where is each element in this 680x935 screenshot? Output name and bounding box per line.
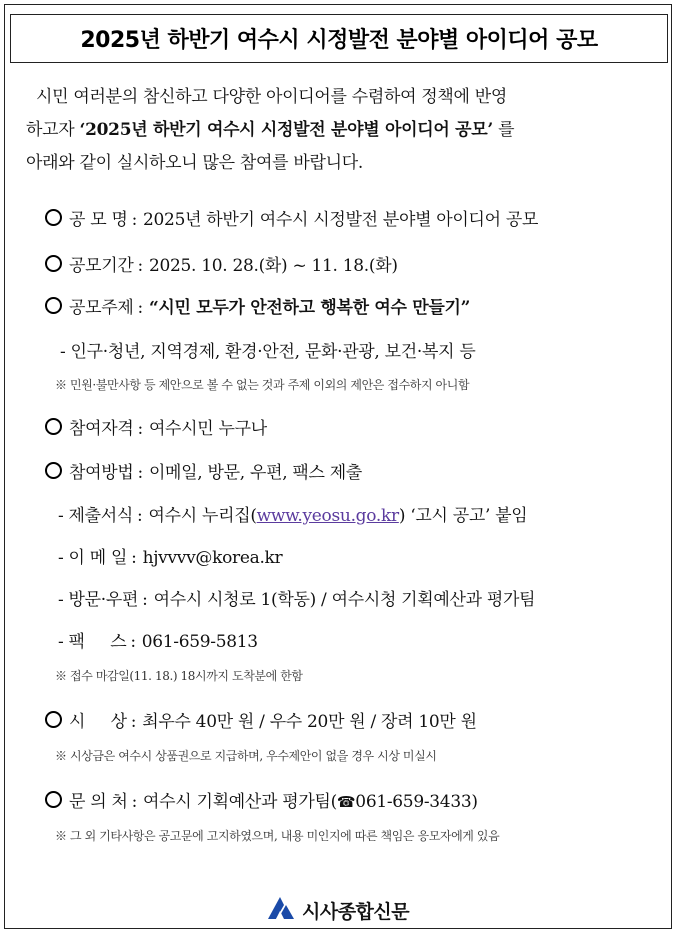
method-fax [58,627,258,652]
colon: : [131,792,138,812]
item-value [143,792,478,812]
item-label: 공모주제 [69,298,134,318]
contact-note: ※ 그 외 기타사항은 공고문에 고지하였으며, 내용 미인지에 따른 책임은 응모자에게 있음 [55,829,500,843]
visit-value: 여수시 시청로 1(학동) / 여수시청 기획예산과 평가팀 [153,590,536,610]
intro-line-2-prefix: 하고자 [26,120,80,140]
method-visit [58,585,535,610]
circle-bullet-icon [45,209,62,226]
form-value-suffix: ) ‘고시 공고’ 붙임 [398,506,528,526]
circle-bullet-icon [45,255,62,272]
colon: : [130,712,137,732]
item-value: 여수시민 누구나 [148,419,267,439]
item-contest-name [45,205,538,230]
item-label: 시 상 [69,712,127,732]
theme-note: ※ 민원·불만사항 등 제안으로 볼 수 없는 것과 주제 이외의 제안은 접수하지 아니함 [55,378,470,392]
contact-prefix: 여수시 기획예산과 평가팀( [143,792,337,812]
colon: : [131,548,137,568]
item-label: 공모기간 [69,256,134,276]
theme-slogan: “시민 모두가 안전하고 행복한 여수 만들기” [148,298,471,318]
item-value: 2025. 10. 28.(화) ~ 11. 18.(화) [148,256,398,276]
item-label: 문 의 처 [69,792,128,812]
title-box [10,14,668,63]
award-note: ※ 시상금은 여수시 상품권으로 지급하며, 우수제안이 없을 경우 시상 미실시 [55,749,437,763]
item-theme [45,293,470,318]
colon: : [137,463,143,483]
page-title: 2025년 하반기 여수시 시정발전 분야별 아이디어 공모 [80,28,598,53]
email-value[interactable]: hjvvvv@korea.kr [142,548,283,568]
item-value: 최우수 40만 원 / 우수 20만 원 / 장려 10만 원 [142,712,477,732]
intro-line-1: 시민 여러분의 참신하고 다양한 아이디어를 수렴하여 정책에 반영 [36,87,508,107]
email-label: - 이 메 일 [58,548,128,568]
item-value: 2025년 하반기 여수시 시정발전 분야별 아이디어 공모 [143,210,539,230]
intro-paragraph [26,81,666,180]
sisa-logo-icon [266,895,296,925]
colon: : [142,590,148,610]
colon: : [137,256,143,276]
colon: : [137,419,143,439]
intro-contest-name: ‘2025년 하반기 여수시 시정발전 분야별 아이디어 공모’ [79,120,493,140]
circle-bullet-icon [45,418,62,435]
item-period [45,251,398,276]
telephone-icon: ☎ [336,793,356,811]
contact-phone: 061-659-3433) [355,792,478,812]
method-note: ※ 접수 마감일(11. 18.) 18시까지 도착분에 한함 [55,669,303,683]
form-label: - 제출서식 [58,506,134,526]
item-value: 이메일, 방문, 우편, 팩스 제출 [148,463,363,483]
circle-bullet-icon [45,462,62,479]
item-award [45,707,477,732]
circle-bullet-icon [45,711,62,728]
colon: : [131,210,138,230]
theme-fields: - 인구·청년, 지역경제, 환경·안전, 문화·관광, 보건·복지 등 [60,342,476,362]
method-email [58,543,282,568]
item-eligibility [45,414,267,439]
fax-label: - 팩 스 [58,632,127,652]
yeosu-website-link[interactable]: www.yeosu.go.kr [256,506,399,526]
fax-value: 061-659-5813 [141,632,258,652]
item-value [149,298,470,318]
method-form [58,501,527,526]
intro-line-3: 아래와 같이 실시하오니 많은 참여를 바랍니다. [26,153,363,173]
item-label: 참여방법 [69,463,134,483]
item-label: 참여자격 [69,419,134,439]
colon: : [130,632,136,652]
intro-line-2 [26,114,666,147]
colon: : [137,506,143,526]
item-method [45,458,362,483]
circle-bullet-icon [45,791,62,808]
item-label: 공 모 명 [69,210,128,230]
brand-footer [266,895,409,925]
intro-line-2-suffix: 를 [493,120,515,140]
brand-name: 시사종합신문 [302,900,410,923]
item-contact [45,787,478,812]
form-value-prefix: 여수시 누리집( [148,506,257,526]
colon: : [137,298,143,318]
circle-bullet-icon [45,297,62,314]
visit-label: - 방문·우편 [58,590,139,610]
